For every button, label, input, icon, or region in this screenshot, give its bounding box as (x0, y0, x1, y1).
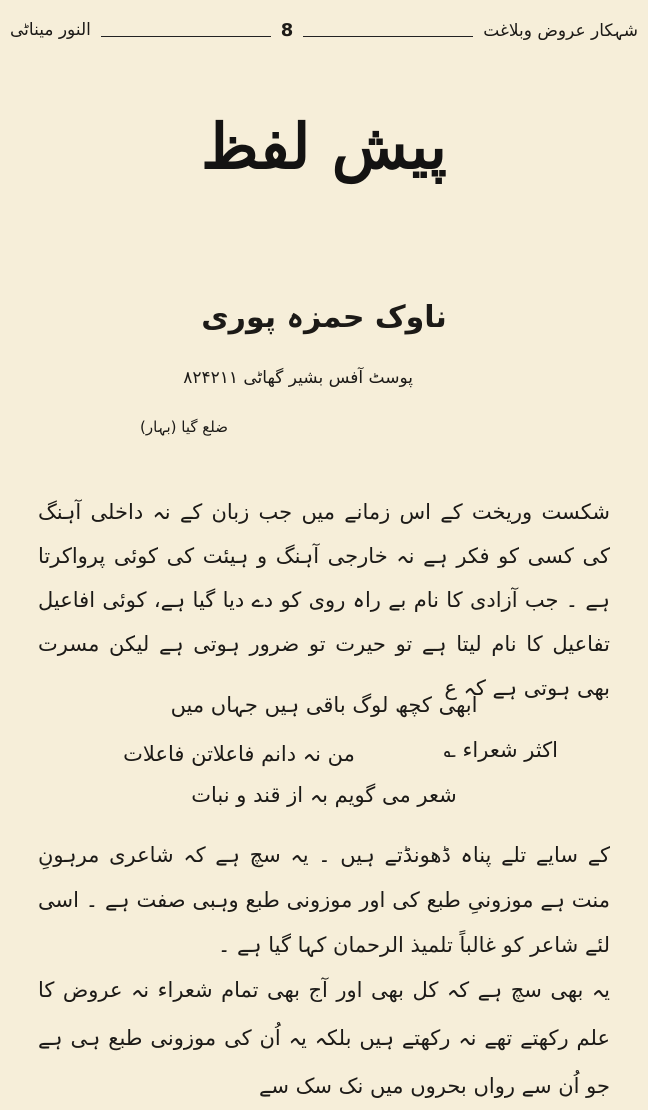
paragraph-2: کے سایے تلے پناہ ڈھونڈتے ہیں ۔ یہ سچ ہے کہ شاعری مرہونِ منت ہے موزونیِ طبع کی اور موزونی طبع وہبی صفت ہے ۔ اسی لئے شاعر کو غالباً تلمیذ الرحمان کہا گیا ہے ۔ (38, 843, 610, 957)
header-left-text: النور میناٹی (10, 20, 91, 40)
author-address: پوسٹ آفس بشیر گھاٹی ۸۲۴۲۱۱ (183, 368, 413, 388)
header-rule-right (303, 36, 473, 37)
quote-line-2: من نہ دانم فاعلاتن فاعلات (123, 742, 355, 766)
paragraph-3: یہ بھی سچ ہے کہ کل بھی اور آج بھی تمام شعراء نہ عروض کا علم رکھتے تھے نہ رکھتے ہیں بلکہ یہ اُن کی موزونی طبع ہی ہے جو اُن سے رواں بحروں میں نک سک سے (38, 978, 610, 1098)
page-title: پیش لفظ (201, 110, 447, 183)
paragraph-1: شکست وریخت کے اس زمانے میں جب زبان کے نہ داخلی آہنگ کی کسی کو فکر ہے نہ خارجی آہنگ و ہیئت کی کوئی پرواکرتا ہے ۔ جب آزادی کا نام بے راہ روی کو دے دیا گیا ہے، کوئی افاعیل تفاعیل کا نام لیتا ہے تو حیرت تو ضرور ہوتی ہے لیکن مسرت بھی ہوتی ہے کہ ع (38, 500, 610, 700)
header-rule-left (101, 36, 271, 37)
page-number: 8 (280, 19, 294, 41)
header-right-text: شہکار عروض وبلاغت (483, 20, 638, 41)
quote-line-3: شعر می گویم بہ از قند و نبات (191, 783, 457, 807)
quote-lead: اکثر شعراء ؎ (443, 738, 558, 762)
author-name: ناوک حمزہ پوری (201, 300, 447, 335)
author-district: ضلع گیا (بہار) (140, 418, 228, 436)
quote-line-1: ابھی کچھ لوگ باقی ہیں جہاں میں (170, 693, 478, 717)
running-header (10, 10, 638, 50)
